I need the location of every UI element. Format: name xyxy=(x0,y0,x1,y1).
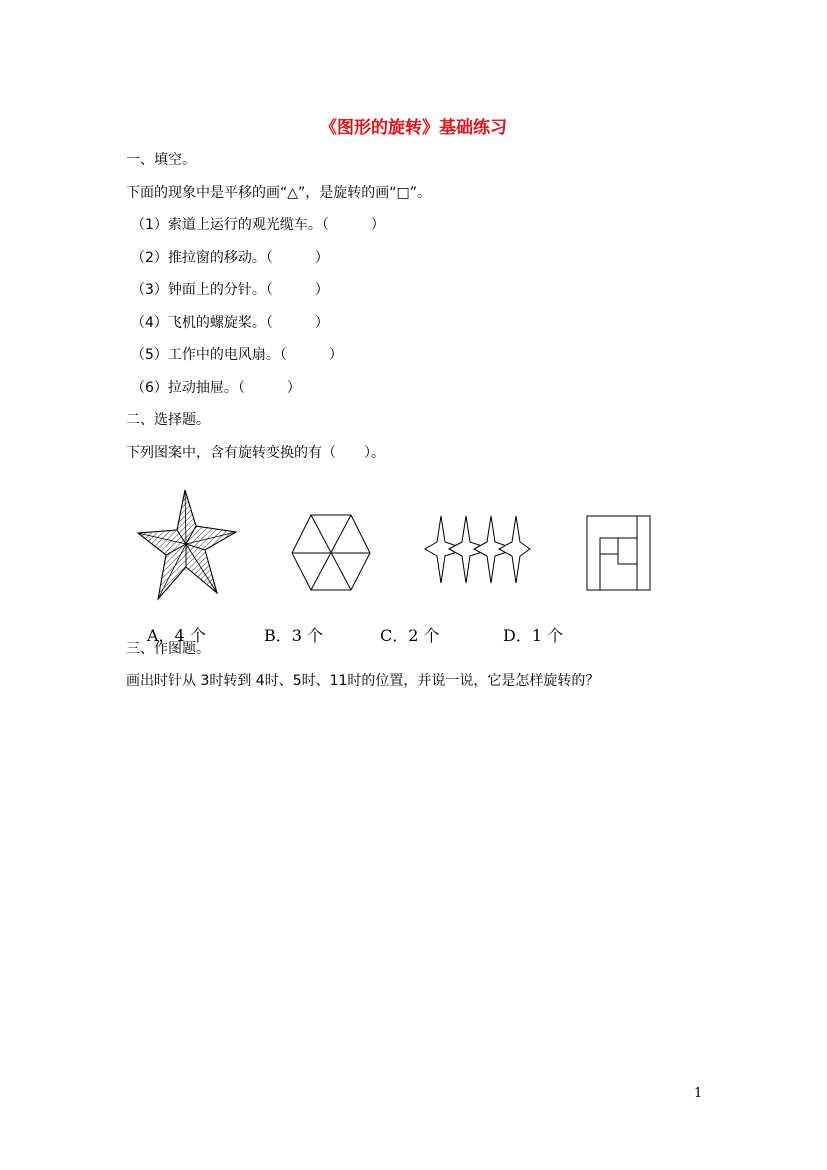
section2-question: 下列图案中，含有旋转变换的有（ ）。 xyxy=(126,445,385,461)
four-pointed-stars-figure xyxy=(425,516,530,583)
divided-hexagon-figure xyxy=(292,515,370,590)
fill-item-2: （2）推拉窗的移动。（ ） xyxy=(131,250,329,266)
fill-item-3: （3）钟面上的分针。（ ） xyxy=(131,282,329,298)
option-c: C．2 个 xyxy=(380,626,440,645)
hatched-star-figure xyxy=(138,490,236,599)
section1-instruction: 下面的现象中是平移的画“△”，是旋转的画“□”。 xyxy=(126,185,432,201)
section3-heading: 三、作图题。 xyxy=(126,641,210,657)
figure-row xyxy=(0,480,827,610)
option-b: B．3 个 xyxy=(264,626,324,645)
section1-heading: 一、填空。 xyxy=(126,152,196,168)
section2-heading: 二、选择题。 xyxy=(126,412,210,428)
page-title: 《图形的旋转》基础练习 xyxy=(320,118,507,138)
fill-item-1: （1）索道上运行的观光缆车。（ ） xyxy=(131,217,385,233)
fill-item-6: （6）拉动抽屉。（ ） xyxy=(131,380,301,396)
fill-item-5: （5）工作中的电风扇。（ ） xyxy=(131,347,343,363)
option-a: A．4 个 xyxy=(147,626,206,645)
nested-rectangles-figure xyxy=(587,516,650,590)
page-number: 1 xyxy=(694,1086,703,1101)
fill-item-4: （4）飞机的螺旋桨。（ ） xyxy=(131,315,329,331)
option-d: D．1 个 xyxy=(503,626,564,645)
section3-question: 画出时针从 3时转到 4时、5时、11时的位置，并说一说，它是怎样旋转的？ xyxy=(126,673,600,689)
